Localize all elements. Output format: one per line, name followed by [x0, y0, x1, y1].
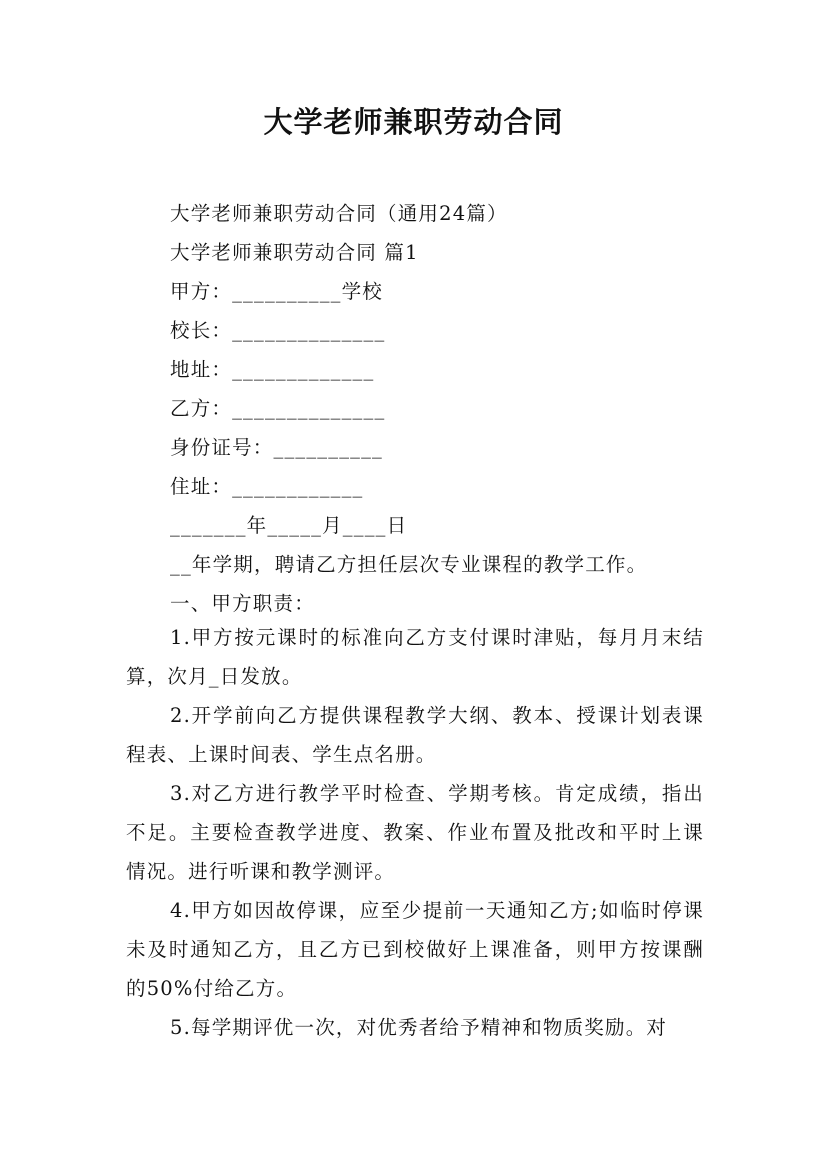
date-line: _______年_____月____日	[170, 514, 408, 537]
clause-3: 3.对乙方进行教学平时检查、学期考核。肯定成绩，指出不足。主要检查教学进度、教案、作业布置及批改和平时上课情况。进行听课和教学测评。	[126, 782, 704, 883]
residence-line: 住址：____________	[170, 475, 364, 498]
principal-line: 校长：______________	[170, 319, 386, 342]
clause-2: 2.开学前向乙方提供课程教学大纲、教本、授课计划表课程表、上课时间表、学生点名册。	[126, 704, 704, 766]
party-a-duties-heading: 一、甲方职责：	[170, 592, 315, 615]
document-title: 大学老师兼职劳动合同	[263, 105, 564, 139]
intro-line: __年学期，聘请乙方担任层次专业课程的教学工作。	[170, 553, 648, 576]
clause-1: 1.甲方按元课时的标准向乙方支付课时津贴，每月月末结算，次月_日发放。	[126, 626, 704, 688]
clause-4: 4.甲方如因故停课，应至少提前一天通知乙方;如临时停课未及时通知乙方，且乙方已到校做好上课准备，则甲方按课酬的50%付给乙方。	[126, 899, 704, 1000]
party-b-line: 乙方：______________	[170, 397, 386, 420]
clause-5: 5.每学期评优一次，对优秀者给予精神和物质奖励。对	[170, 1016, 668, 1039]
id-number-line: 身份证号：__________	[170, 436, 384, 459]
party-a-line: 甲方：__________学校	[170, 280, 384, 303]
address-line: 地址：_____________	[170, 358, 375, 381]
section-heading: 大学老师兼职劳动合同 篇1	[170, 241, 419, 264]
subtitle-line: 大学老师兼职劳动合同（通用24篇）	[170, 202, 508, 225]
